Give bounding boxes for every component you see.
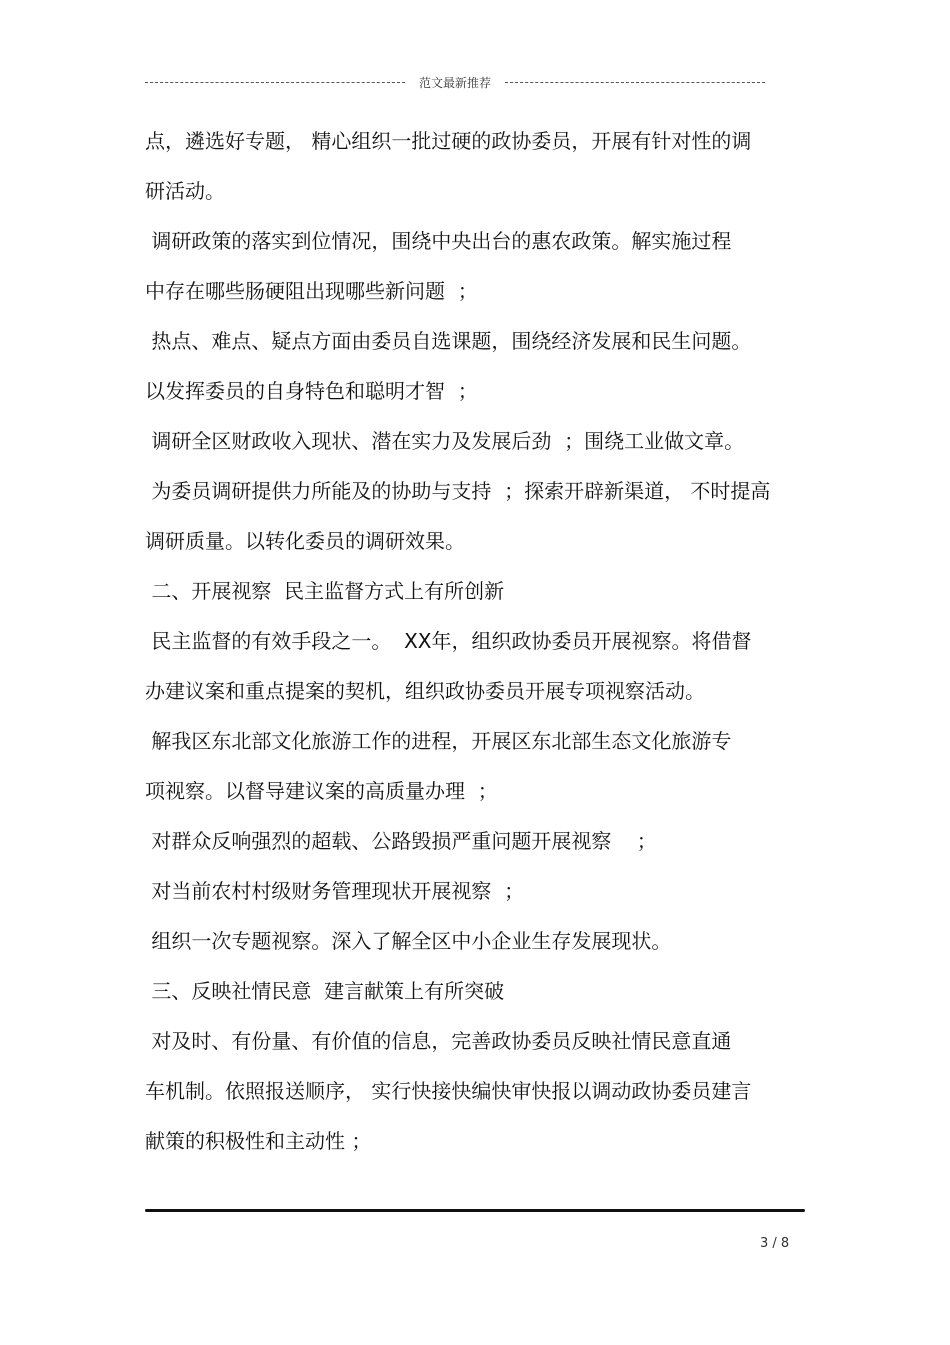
text-line: 热点、难点、疑点方面由委员自选课题，围绕经济发展和民生问题。 [145, 329, 752, 353]
text-line: 调研全区财政收入现状、潜在实力及发展后劲 ；围绕工业做文章。 [145, 429, 745, 453]
text-line: 解我区东北部文化旅游工作的进程，开展区东北部生态文化旅游专 [145, 729, 732, 753]
text-line: 调研政策的落实到位情况，围绕中央出台的惠农政策。解实施过程 [145, 229, 732, 253]
header-dash-left [145, 82, 405, 83]
section-heading: 二、开展视察 民主监督方式上有所创新 [145, 579, 505, 603]
text-line: 以发挥委员的自身特色和聪明才智 ； [145, 379, 478, 403]
text-line: 为委员调研提供力所能及的协助与支持 ；探索开辟新渠道， 不时提高 [145, 479, 771, 503]
text-line: 办建议案和重点提案的契机，组织政协委员开展专项视察活动。 [145, 679, 705, 703]
page-header [145, 72, 765, 92]
text-line: 对及时、有份量、有价值的信息，完善政协委员反映社情民意直通 [145, 1029, 732, 1053]
header-title: 范文最新推荐 [419, 75, 492, 90]
footer-rule [145, 1209, 805, 1212]
text-line: 对群众反响强烈的超载、公路毁损严重问题开展视察 ； [145, 829, 657, 853]
text-line: 研活动。 [145, 179, 225, 203]
text-line: 民主监督的有效手段之一。 XX年，组织政协委员开展视察。将借督 [145, 629, 752, 653]
text-line: 献策的积极性和主动性 ； [145, 1129, 372, 1153]
text-line: 中存在哪些肠硬阻出现哪些新问题 ； [145, 279, 478, 303]
text-line: 对当前农村村级财务管理现状开展视察 ； [145, 879, 525, 903]
document-body [145, 116, 810, 1166]
text-line: 点，遴选好专题， 精心组织一批过硬的政协委员，开展有针对性的调 [145, 129, 752, 153]
text-line: 项视察。以督导建议案的高质量办理 ； [145, 779, 498, 803]
text-line: 车机制。依照报送顺序， 实行快接快编快审快报以调动政协委员建言 [145, 1079, 752, 1103]
header-dash-right [505, 82, 765, 83]
text-line: 调研质量。以转化委员的调研效果。 [145, 529, 465, 553]
section-heading: 三、反映社情民意 建言献策上有所突破 [145, 979, 505, 1003]
page-number: 3 / 8 [760, 1236, 790, 1251]
text-line: 组织一次专题视察。深入了解全区中小企业生存发展现状。 [145, 929, 672, 953]
